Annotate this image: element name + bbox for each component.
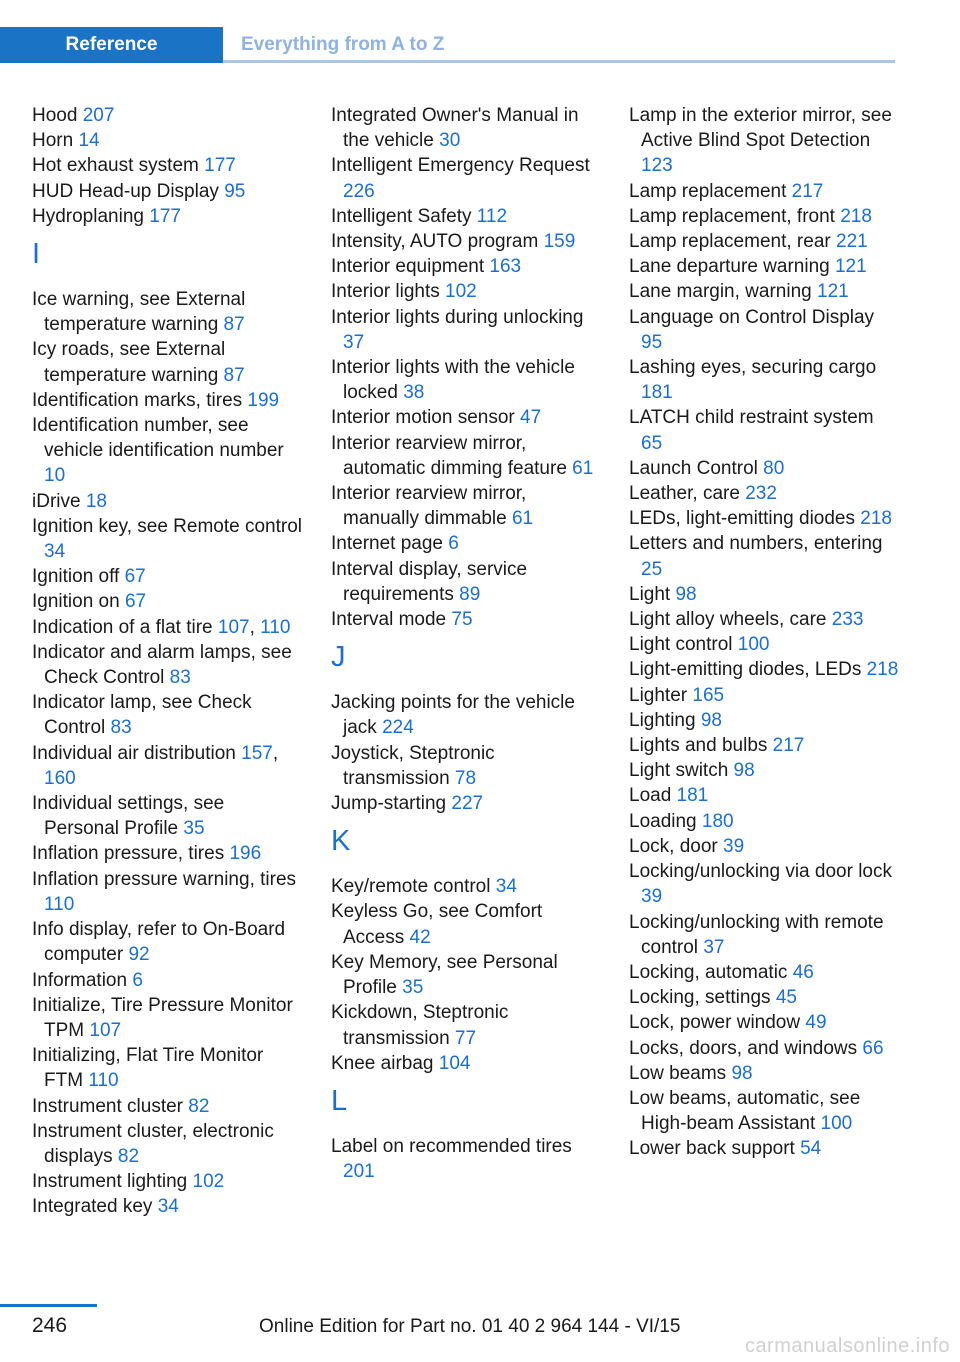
page-reference-link[interactable]: 87 bbox=[223, 364, 245, 386]
index-letter-heading: J bbox=[331, 641, 346, 674]
page-reference-link[interactable]: 34 bbox=[157, 1196, 179, 1218]
index-term: Identification number, see vehicle identification number bbox=[32, 415, 284, 462]
index-entry bbox=[331, 103, 601, 153]
index-term: Interior lights during unlocking bbox=[331, 306, 584, 328]
page-reference-link[interactable]: 61 bbox=[511, 508, 534, 530]
index-term: Ignition key, see Remote control bbox=[32, 515, 303, 537]
index-term: Low beams bbox=[629, 1062, 732, 1084]
page-reference-link[interactable]: 47 bbox=[520, 407, 542, 429]
index-term: Lamp replacement bbox=[629, 180, 792, 202]
page-reference-link[interactable]: 100 bbox=[820, 1113, 853, 1135]
index-term: Interior rearview mirror, automatic dimming feature bbox=[331, 432, 573, 479]
index-term: Lane departure warning bbox=[629, 256, 835, 278]
index-entry bbox=[331, 741, 601, 791]
page-reference-link[interactable]: 177 bbox=[204, 155, 236, 177]
index-term: Locking/unlocking via door lock bbox=[629, 861, 892, 883]
index-term: Icy roads, see External temperature warning bbox=[32, 339, 226, 386]
index-term: Lighting bbox=[629, 709, 701, 731]
index-entry bbox=[629, 708, 899, 733]
index-term: Initializing, Flat Tire Monitor FTM bbox=[32, 1045, 264, 1092]
page-reference-link[interactable]: 110 bbox=[260, 616, 291, 638]
page-reference-link[interactable]: 87 bbox=[223, 314, 245, 336]
index-entry bbox=[331, 355, 601, 405]
index-entry bbox=[331, 1051, 601, 1076]
index-term: Label on recommended tires bbox=[331, 1135, 572, 1157]
index-entry bbox=[32, 287, 302, 337]
index-entry bbox=[629, 1136, 899, 1161]
page-reference-link[interactable]: 39 bbox=[641, 886, 663, 908]
section-tab[interactable]: Reference bbox=[0, 27, 223, 63]
index-entry bbox=[629, 960, 899, 985]
page-reference-link[interactable]: 104 bbox=[438, 1052, 471, 1074]
page-reference-link[interactable]: 107 bbox=[217, 616, 250, 638]
page-reference-link[interactable]: 110 bbox=[44, 893, 75, 915]
page-reference-link[interactable]: 34 bbox=[44, 541, 66, 563]
index-term: Lashing eyes, securing cargo bbox=[629, 357, 877, 379]
index-entry bbox=[629, 733, 899, 758]
index-entry bbox=[32, 1043, 302, 1093]
index-entry bbox=[629, 910, 899, 960]
index-entry bbox=[331, 1000, 601, 1050]
index-term: Hot exhaust system bbox=[32, 155, 205, 177]
index-term: Lane margin, warning bbox=[629, 281, 817, 303]
index-entry bbox=[32, 1119, 302, 1169]
index-term: Information bbox=[32, 969, 133, 991]
index-entry bbox=[331, 204, 601, 229]
page-reference-link[interactable]: 39 bbox=[723, 835, 745, 857]
index-entry bbox=[629, 1036, 899, 1061]
index-term: Inflation pressure, tires bbox=[32, 843, 230, 865]
index-entry bbox=[331, 1134, 601, 1184]
page-reference-link[interactable]: 83 bbox=[169, 667, 191, 689]
index-term: Launch Control bbox=[629, 457, 764, 479]
index-entry bbox=[629, 179, 899, 204]
page-reference-link[interactable]: 163 bbox=[489, 256, 522, 278]
index-term: Keyless Go, see Comfort Access bbox=[331, 901, 543, 948]
page-reference-link[interactable]: 95 bbox=[224, 180, 246, 202]
index-term: Lamp in the exterior mirror, see Active Blind Spot Detection bbox=[629, 105, 892, 152]
index-entry bbox=[32, 791, 302, 841]
index-entry bbox=[32, 993, 302, 1043]
index-entry bbox=[331, 791, 601, 816]
index-term: Ignition on bbox=[32, 591, 125, 613]
index-term: Lamp replacement, rear bbox=[629, 231, 836, 253]
page-reference-link[interactable]: 35 bbox=[183, 818, 205, 840]
index-entry bbox=[629, 582, 899, 607]
page-reference-link[interactable]: 14 bbox=[78, 130, 100, 152]
index-term: Loading bbox=[629, 810, 702, 832]
page-reference-link[interactable]: 217 bbox=[791, 180, 824, 202]
page-reference-link[interactable]: 46 bbox=[792, 961, 814, 983]
page-reference-link[interactable]: 233 bbox=[831, 609, 864, 631]
index-entry bbox=[32, 128, 302, 153]
page-reference-link[interactable]: 61 bbox=[572, 457, 594, 479]
page-reference-link[interactable]: 98 bbox=[700, 709, 722, 731]
page-reference-link[interactable]: 18 bbox=[85, 490, 107, 512]
page-reference-link[interactable]: 82 bbox=[188, 1095, 210, 1117]
page-reference-link[interactable]: 95 bbox=[641, 331, 663, 353]
page-reference-link[interactable]: 92 bbox=[128, 944, 150, 966]
edition-note: Online Edition for Part no. 01 40 2 964 144 - VI/15 bbox=[259, 1316, 681, 1337]
index-letter-heading: I bbox=[32, 238, 41, 271]
page-reference-link[interactable]: 10 bbox=[44, 465, 66, 487]
index-entry bbox=[32, 564, 302, 589]
index-term: Locking, automatic bbox=[629, 961, 793, 983]
page-reference-link[interactable]: 77 bbox=[454, 1027, 477, 1049]
index-entry bbox=[629, 1010, 899, 1035]
index-term: Leather, care bbox=[629, 483, 746, 505]
index-term: Light bbox=[629, 583, 676, 605]
page-reference-link[interactable]: 112 bbox=[476, 205, 508, 227]
index-term: Hydroplaning bbox=[32, 205, 150, 227]
index-entry bbox=[629, 758, 899, 783]
index-entry bbox=[32, 841, 302, 866]
page-reference-link[interactable]: 218 bbox=[860, 508, 892, 530]
index-term: Joystick, Steptronic transmission bbox=[331, 742, 495, 789]
page-reference-link[interactable]: 218 bbox=[840, 205, 872, 227]
index-term: Ice warning, see External temperature warning bbox=[32, 289, 246, 336]
index-entry bbox=[629, 783, 899, 808]
index-term: Light switch bbox=[629, 760, 734, 782]
index-entry bbox=[629, 632, 899, 657]
index-term: HUD Head-up Display bbox=[32, 180, 225, 202]
page-reference-link[interactable]: 110 bbox=[88, 1070, 119, 1092]
index-term: Initialize, Tire Pressure Monitor TPM bbox=[32, 994, 293, 1041]
index-term: Locking, settings bbox=[629, 987, 776, 1009]
index-entry bbox=[32, 179, 302, 204]
index-term: Locking/unlocking with remote control bbox=[629, 911, 884, 958]
page-reference-link[interactable]: 181 bbox=[676, 785, 709, 807]
index-entry bbox=[331, 874, 601, 899]
index-column-1 bbox=[32, 103, 302, 1220]
page-reference-link[interactable]: 227 bbox=[451, 793, 484, 815]
index-term: Instrument cluster, electronic displays bbox=[32, 1120, 274, 1167]
index-term: Identification marks, tires bbox=[32, 389, 248, 411]
index-entry bbox=[331, 153, 601, 203]
index-term: Inflation pressure warning, tires bbox=[32, 868, 297, 890]
index-entry bbox=[331, 481, 601, 531]
index-entry bbox=[331, 690, 601, 740]
page-reference-link[interactable]: 35 bbox=[402, 977, 424, 999]
page-reference-link[interactable]: 199 bbox=[247, 389, 280, 411]
index-term: Key/remote control bbox=[331, 876, 496, 898]
index-term: Intelligent Emergency Request bbox=[331, 155, 590, 177]
index-entry bbox=[32, 917, 302, 967]
index-term: Jump-starting bbox=[331, 793, 452, 815]
index-term: LATCH child restraint system bbox=[629, 407, 874, 429]
index-term: Lamp replacement, front bbox=[629, 205, 841, 227]
index-column-2 bbox=[331, 103, 601, 1184]
index-entry: Indication of a flat tire 107, 110 bbox=[32, 616, 291, 638]
index-term: LEDs, light-emitting diodes bbox=[629, 508, 861, 530]
header-rule bbox=[223, 60, 895, 63]
index-term: Individual settings, see Personal Profile bbox=[32, 793, 225, 840]
index-entry bbox=[331, 557, 601, 607]
index-entry bbox=[331, 279, 601, 304]
index-entry bbox=[331, 431, 601, 481]
chapter-title[interactable]: Everything from A to Z bbox=[241, 34, 445, 55]
index-term: Hood bbox=[32, 105, 83, 126]
page-reference-link[interactable]: 67 bbox=[124, 566, 146, 588]
index-entry bbox=[32, 1094, 302, 1119]
page-reference-link[interactable]: 157 bbox=[241, 742, 273, 764]
index-letter-heading: K bbox=[331, 825, 351, 858]
index-entry bbox=[629, 506, 899, 531]
index-term: Internet page bbox=[331, 533, 449, 555]
index-term: Letters and numbers, entering bbox=[629, 533, 883, 555]
page-reference-link[interactable]: 181 bbox=[641, 382, 673, 404]
index-term: Interior motion sensor bbox=[331, 407, 521, 429]
page-reference-link[interactable]: 102 bbox=[192, 1171, 225, 1193]
index-entry bbox=[629, 809, 899, 834]
page-reference-link[interactable]: 98 bbox=[731, 1062, 753, 1084]
page-reference-link[interactable]: 78 bbox=[454, 767, 477, 789]
index-term: Instrument lighting bbox=[32, 1171, 193, 1193]
page-reference-link[interactable]: 102 bbox=[445, 281, 477, 303]
index-entry bbox=[629, 859, 899, 909]
index-entry bbox=[32, 413, 302, 489]
index-entry bbox=[629, 834, 899, 859]
index-entry bbox=[331, 899, 601, 949]
index-entry bbox=[32, 514, 302, 564]
index-entry bbox=[32, 690, 302, 740]
index-entry bbox=[629, 229, 899, 254]
index-entry bbox=[629, 1061, 899, 1086]
page-reference-link[interactable]: 37 bbox=[343, 331, 365, 353]
page-reference-link[interactable]: 207 bbox=[82, 105, 115, 126]
page-reference-link[interactable]: 177 bbox=[149, 205, 181, 227]
page-reference-link[interactable]: 224 bbox=[382, 717, 414, 739]
index-entry bbox=[331, 305, 601, 355]
page-reference-link[interactable]: 75 bbox=[451, 609, 473, 631]
index-entry bbox=[629, 657, 899, 682]
index-term: Instrument cluster bbox=[32, 1095, 189, 1117]
index-entry bbox=[331, 229, 601, 254]
index-entry bbox=[32, 103, 302, 128]
page-reference-link[interactable]: 201 bbox=[343, 1161, 375, 1183]
index-term: Intelligent Safety bbox=[331, 205, 477, 227]
page-reference-link[interactable]: 89 bbox=[459, 583, 481, 605]
page-reference-link[interactable]: 196 bbox=[229, 843, 262, 865]
index-term: Lock, power window bbox=[629, 1012, 806, 1034]
index-entry bbox=[629, 607, 899, 632]
index-term: Interior lights with the vehicle locked bbox=[331, 357, 575, 404]
index-term: Kickdown, Steptronic transmission bbox=[331, 1002, 509, 1049]
index-term: Load bbox=[629, 785, 677, 807]
index-letter-heading: L bbox=[331, 1084, 348, 1117]
index-term: Jacking points for the vehicle jack bbox=[331, 692, 575, 739]
index-entry bbox=[331, 405, 601, 430]
page-reference-link[interactable]: 160 bbox=[44, 767, 76, 789]
page-reference-link[interactable]: 218 bbox=[866, 659, 899, 681]
page-reference-link[interactable]: 107 bbox=[89, 1019, 122, 1041]
page-reference-link[interactable]: 54 bbox=[800, 1138, 822, 1160]
page-reference-link[interactable]: 25 bbox=[641, 558, 663, 580]
page-reference-link[interactable]: 80 bbox=[763, 457, 785, 479]
page-reference-link[interactable]: 65 bbox=[641, 432, 663, 454]
page-reference-link[interactable]: 159 bbox=[543, 231, 576, 253]
index-entry bbox=[32, 1169, 302, 1194]
page-reference-link[interactable]: 38 bbox=[403, 382, 425, 404]
page-header bbox=[0, 27, 895, 63]
index-entry bbox=[32, 968, 302, 993]
index-entry bbox=[331, 950, 601, 1000]
index-term: Horn bbox=[32, 130, 79, 152]
index-term: Individual air distribution bbox=[32, 742, 242, 764]
index-term: Integrated key bbox=[32, 1196, 158, 1218]
page-reference-link[interactable]: 121 bbox=[834, 256, 867, 278]
index-entry bbox=[629, 279, 899, 304]
index-entry bbox=[629, 355, 899, 405]
index-term: Interior lights bbox=[331, 281, 446, 303]
index-term: Indicator and alarm lamps, see Check Control bbox=[32, 641, 292, 689]
index-term: Ignition off bbox=[32, 566, 125, 588]
index-entry bbox=[32, 388, 302, 413]
page-reference-link[interactable]: 34 bbox=[495, 876, 517, 898]
page-reference-link[interactable]: 83 bbox=[110, 717, 132, 739]
page-reference-link[interactable]: 232 bbox=[745, 483, 777, 505]
index-entry bbox=[331, 254, 601, 279]
page-reference-link[interactable]: 226 bbox=[343, 180, 375, 202]
page-reference-link[interactable]: 37 bbox=[703, 936, 725, 958]
index-term: Interior equipment bbox=[331, 256, 490, 278]
index-term: Key Memory, see Personal Profile bbox=[331, 951, 558, 999]
page-reference-link[interactable]: 6 bbox=[448, 533, 459, 555]
index-entry bbox=[32, 867, 302, 917]
index-entry bbox=[629, 1086, 899, 1136]
page-reference-link[interactable]: 49 bbox=[805, 1012, 827, 1034]
index-entry bbox=[32, 489, 302, 514]
index-entry bbox=[629, 481, 899, 506]
index-term: Locks, doors, and windows bbox=[629, 1037, 863, 1059]
footer-rule bbox=[0, 1304, 97, 1307]
index-term: Indication of a flat tire bbox=[32, 616, 218, 638]
index-column-3 bbox=[629, 103, 899, 1162]
index-entry bbox=[629, 683, 899, 708]
index-term: Interval mode bbox=[331, 609, 452, 631]
index-entry bbox=[629, 254, 899, 279]
watermark: carmanualsonline.info bbox=[744, 1335, 950, 1357]
page-reference-link[interactable]: 98 bbox=[675, 583, 697, 605]
page-reference-link[interactable]: 123 bbox=[641, 155, 673, 177]
index-entry bbox=[32, 153, 302, 178]
index-entry bbox=[331, 531, 601, 556]
page-number: 246 bbox=[32, 1314, 68, 1337]
page-reference-link[interactable]: 98 bbox=[733, 760, 755, 782]
page-reference-link[interactable]: 217 bbox=[772, 735, 805, 757]
index-term: Integrated Owner's Manual in the vehicle bbox=[331, 105, 579, 152]
index-term: iDrive bbox=[32, 490, 86, 512]
page-reference-link[interactable]: 221 bbox=[836, 231, 868, 253]
index-term: Light alloy wheels, care bbox=[629, 609, 832, 631]
index-term: Lock, door bbox=[629, 835, 723, 857]
index-entry bbox=[32, 640, 302, 690]
page-reference-link[interactable]: 66 bbox=[862, 1037, 884, 1059]
page-reference-link[interactable]: 45 bbox=[775, 987, 797, 1009]
index-term: Indicator lamp, see Check Control bbox=[32, 692, 252, 739]
index-entry bbox=[32, 337, 302, 387]
index-entry bbox=[32, 1194, 302, 1219]
index-term: Interior rearview mirror, manually dimmable bbox=[331, 483, 527, 530]
index-term: Lighter bbox=[629, 684, 693, 706]
index-entry bbox=[629, 103, 899, 179]
index-term: Info display, refer to On-Board computer bbox=[32, 919, 286, 966]
page-reference-link[interactable]: 30 bbox=[439, 130, 461, 152]
index-term: Light control bbox=[629, 634, 738, 656]
page-reference-link[interactable]: 67 bbox=[124, 591, 147, 613]
index-term: Low beams, automatic, see High-beam Assistant bbox=[629, 1087, 861, 1135]
page-reference-link[interactable]: 42 bbox=[409, 926, 431, 948]
page-reference-link[interactable]: 165 bbox=[692, 684, 725, 706]
index-entry bbox=[629, 985, 899, 1010]
page-reference-link[interactable]: 100 bbox=[737, 634, 770, 656]
index-entry bbox=[32, 204, 302, 229]
page-reference-link[interactable]: 82 bbox=[117, 1145, 140, 1167]
page-reference-link[interactable]: 6 bbox=[132, 969, 143, 991]
index-term: Knee airbag bbox=[331, 1052, 439, 1074]
index-term: Intensity, AUTO program bbox=[331, 231, 544, 253]
index-entry bbox=[331, 607, 601, 632]
index-term: Interval display, service requirements bbox=[331, 558, 528, 605]
index-entry bbox=[629, 405, 899, 455]
index-entry bbox=[629, 531, 899, 581]
index-entry bbox=[629, 305, 899, 355]
index-entry: Individual air distribution 157, 160 bbox=[32, 742, 279, 789]
index-term: Lower back support bbox=[629, 1138, 801, 1160]
index-term: Light-emitting diodes, LEDs bbox=[629, 659, 867, 681]
index-term: Language on Control Display bbox=[629, 306, 875, 328]
index-entry bbox=[629, 456, 899, 481]
index-entry bbox=[629, 204, 899, 229]
page-reference-link[interactable]: 121 bbox=[817, 281, 849, 303]
index-term: Lights and bulbs bbox=[629, 735, 773, 757]
page-reference-link[interactable]: 180 bbox=[701, 810, 734, 832]
index-entry bbox=[32, 589, 302, 614]
